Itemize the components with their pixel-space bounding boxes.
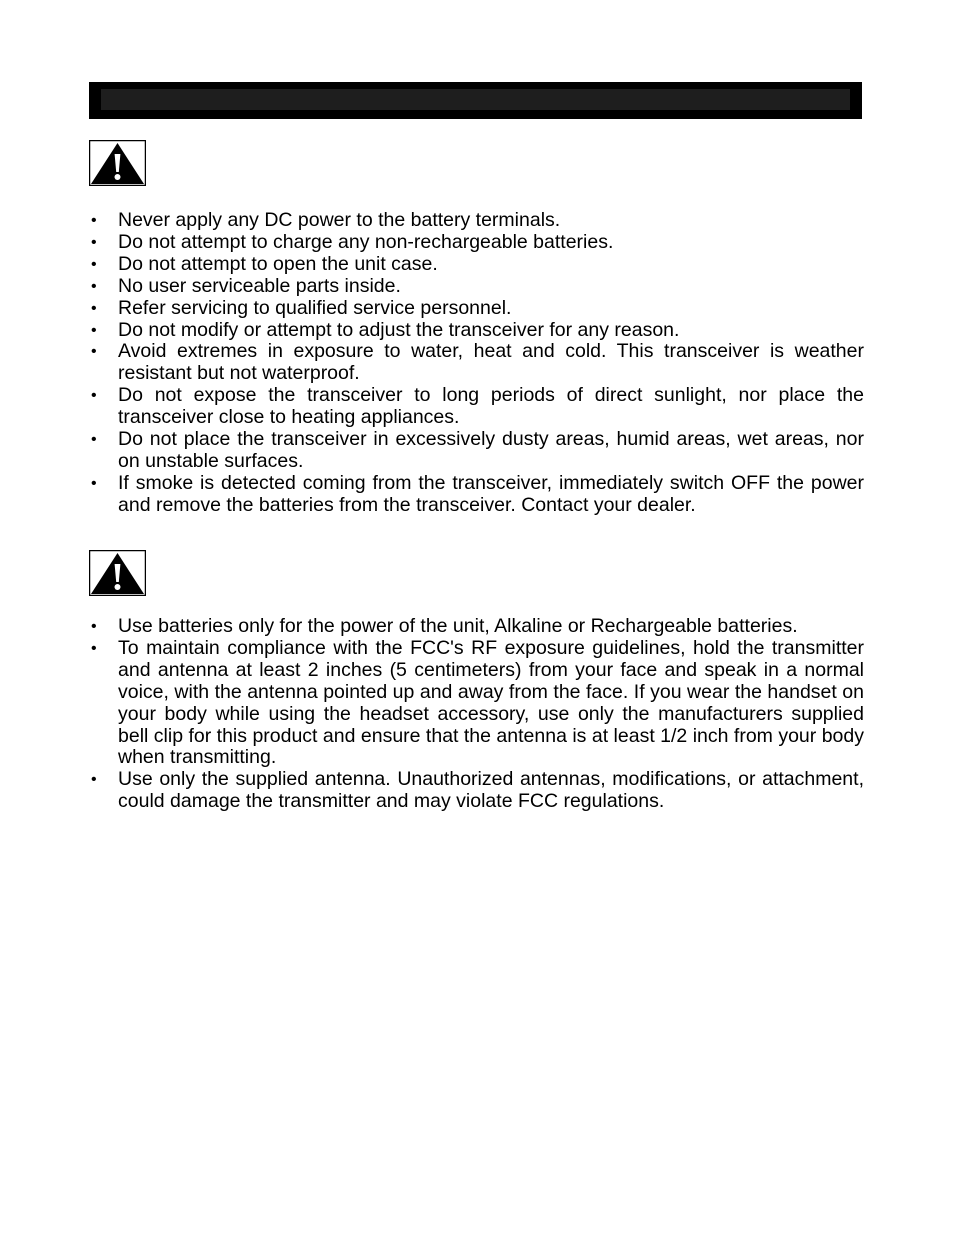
list-item: • If smoke is detected coming from the transceiver, immediately switch OFF the power and remove the batteries from the transceiver. Contact your dealer.	[89, 473, 864, 517]
list-item: • Do not attempt to charge any non-rechargeable batteries.	[89, 232, 864, 254]
section-header-bar	[89, 82, 862, 119]
list-item: • Use batteries only for the power of the unit, Alkaline or Rechargeable batteries.	[89, 616, 864, 638]
list-item: • No user serviceable parts inside.	[89, 276, 864, 298]
list-item: • Do not expose the transceiver to long periods of direct sunlight, nor place the transceiver close to heating appliances.	[89, 385, 864, 429]
precautions-list	[89, 210, 864, 517]
list-item: • To maintain compliance with the FCC's RF exposure guidelines, hold the transmitter and antenna at least 2 inches (5 centimeters) from your face and speak in a normal voice, with the antenna pointed up and away from the face. If you wear the handset on your body while using the headset accessory, use only the manufacturers supplied bell clip for this product and ensure that the antenna is at least 1/2 inch from your body when transmitting.	[89, 638, 864, 769]
section-header-bar-inner	[101, 89, 850, 110]
list-item: • Use only the supplied antenna. Unauthorized antennas, modifications, or attachment, could damage the transmitter and may violate FCC regulations.	[89, 769, 864, 813]
list-item: • Never apply any DC power to the battery terminals.	[89, 210, 864, 232]
list-item: • Do not attempt to open the unit case.	[89, 254, 864, 276]
warning-triangle-icon	[89, 550, 146, 596]
list-item: • Avoid extremes in exposure to water, heat and cold. This transceiver is weather resistant but not waterproof.	[89, 341, 864, 385]
list-item: • Do not modify or attempt to adjust the transceiver for any reason.	[89, 320, 864, 342]
safety-list	[89, 616, 864, 813]
list-item: • Refer servicing to qualified service personnel.	[89, 298, 864, 320]
warning-triangle-icon	[89, 140, 146, 186]
list-item: • Do not place the transceiver in excessively dusty areas, humid areas, wet areas, nor on unstable surfaces.	[89, 429, 864, 473]
